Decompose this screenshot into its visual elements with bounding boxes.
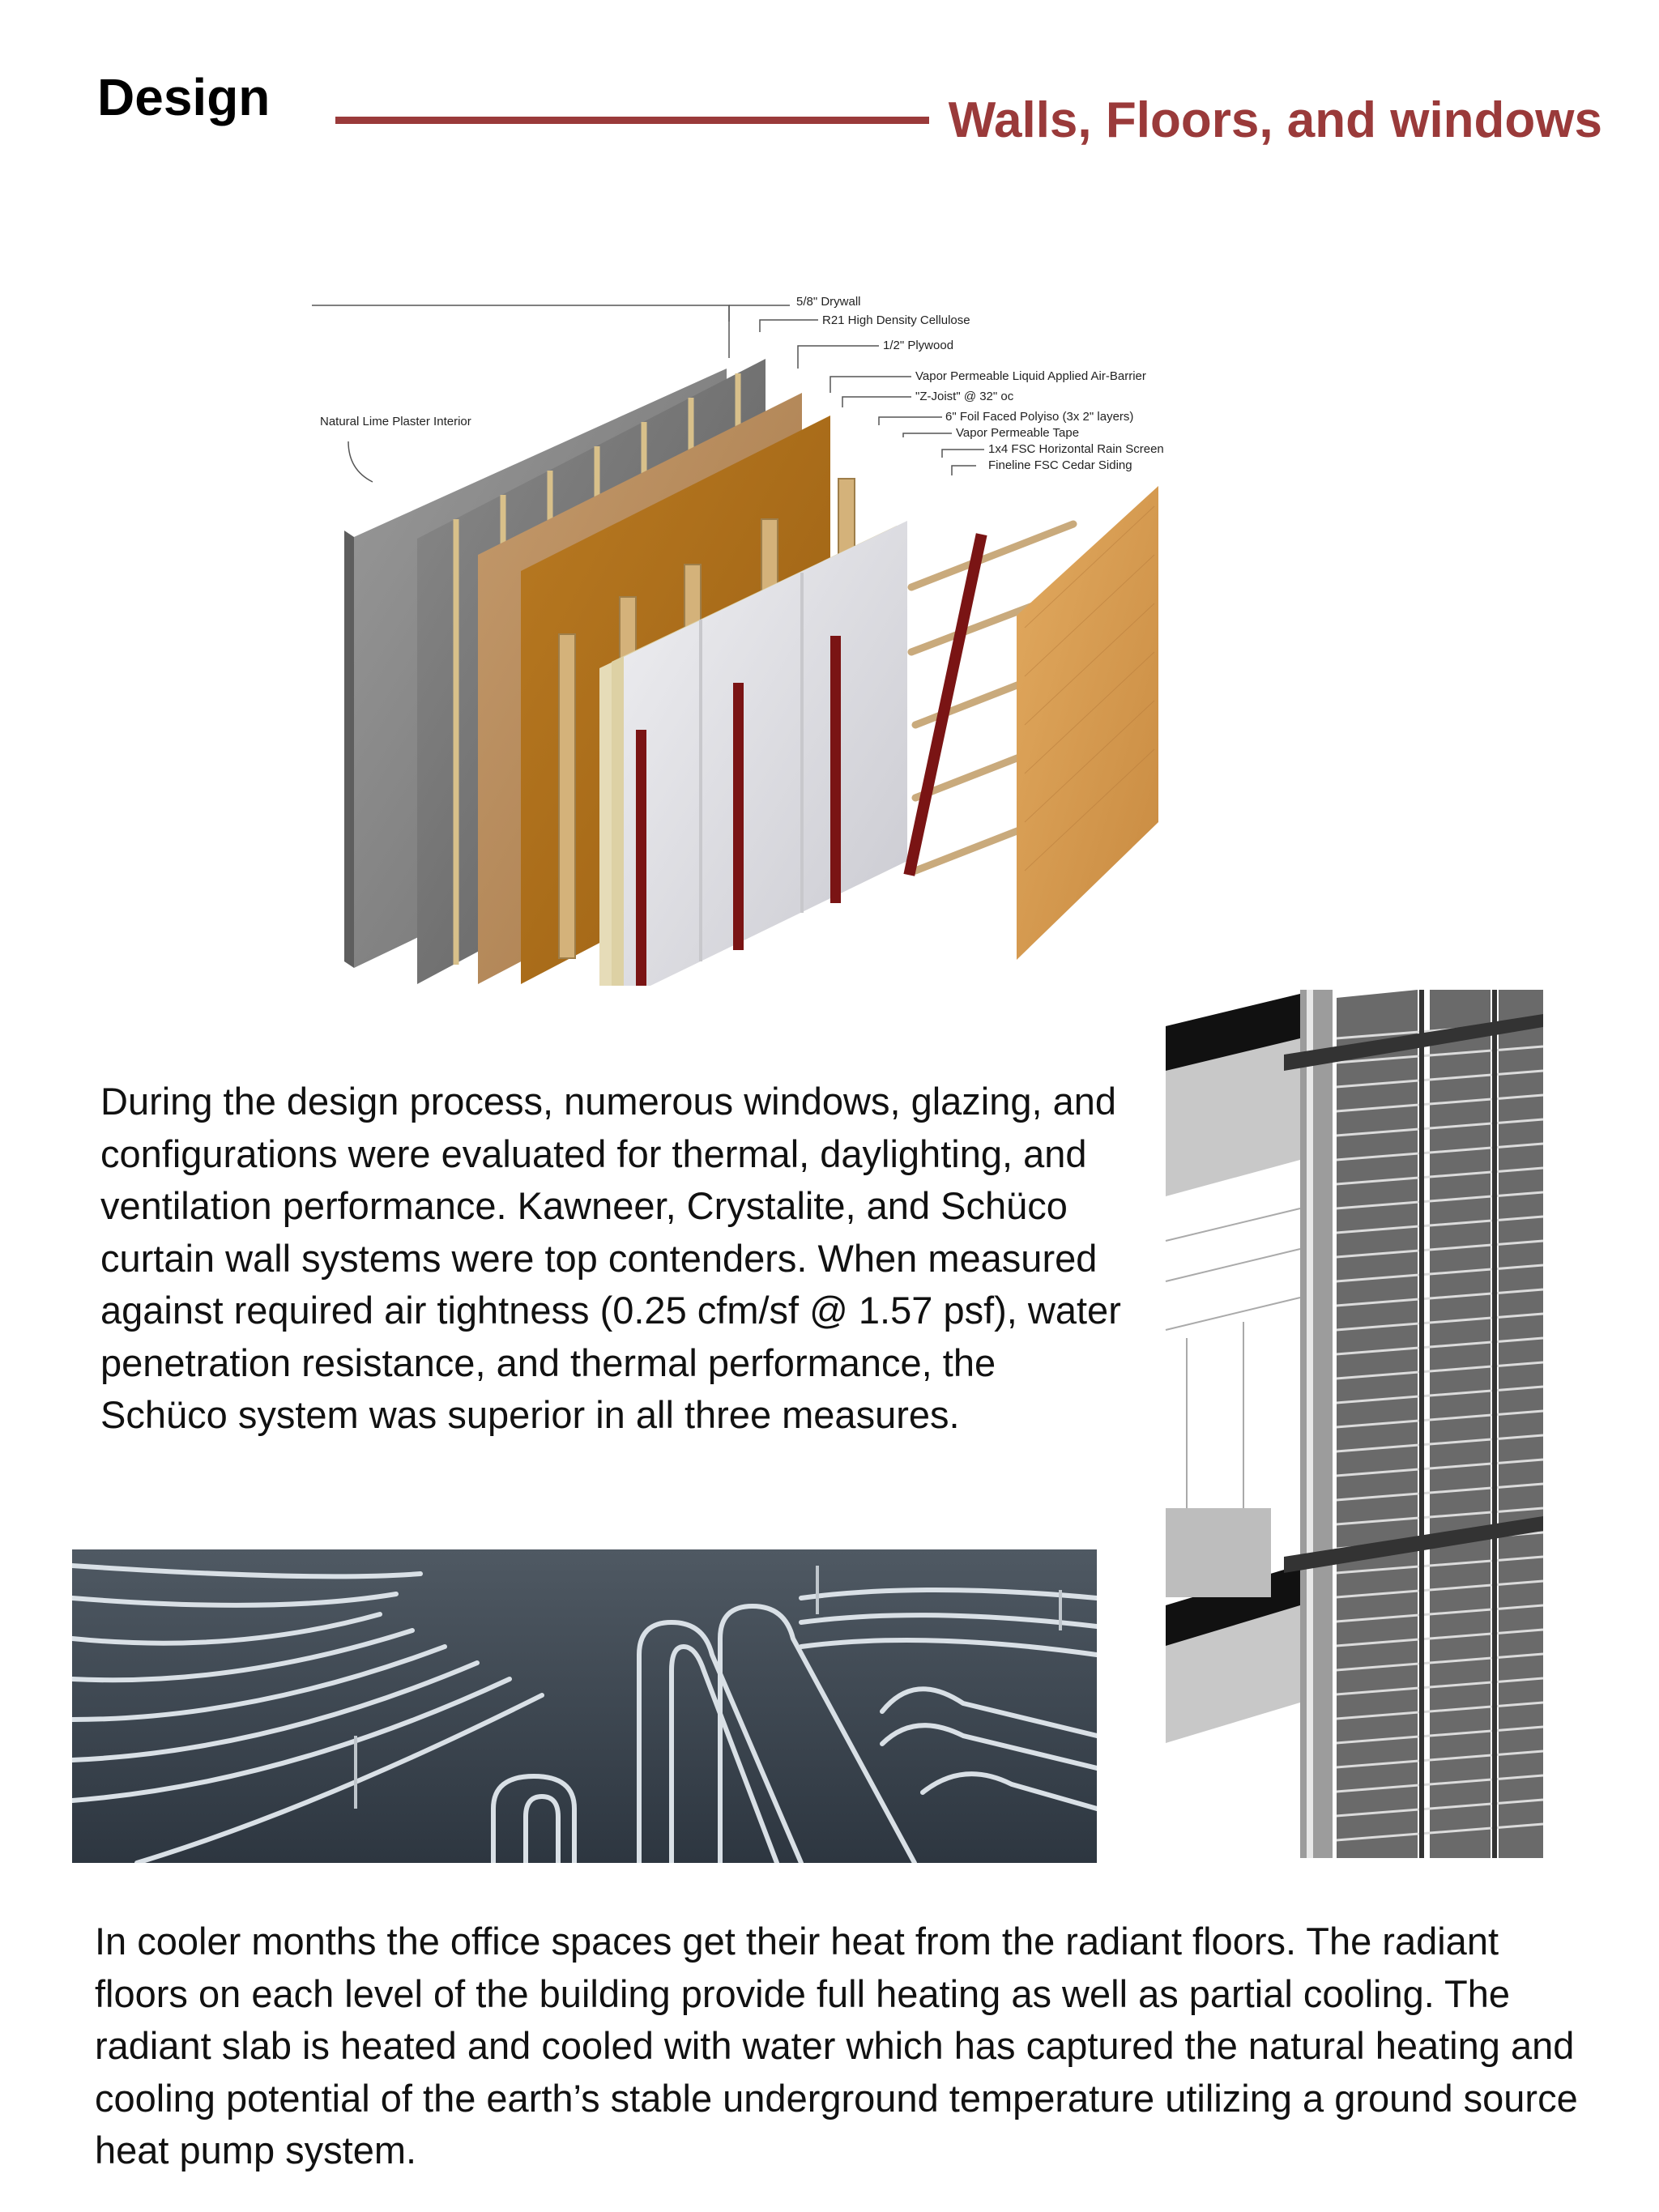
- label-cellulose: R21 High Density Cellulose: [822, 313, 970, 327]
- label-air-barrier: Vapor Permeable Liquid Applied Air-Barrier: [915, 369, 1146, 383]
- wall-assembly-diagram: [312, 288, 1414, 986]
- label-cedar-siding: Fineline FSC Cedar Siding: [988, 458, 1132, 472]
- page-title: Design: [97, 68, 271, 126]
- radiant-floor-tubing-image: [72, 1549, 1097, 1863]
- title-divider: [335, 117, 929, 124]
- label-rain-screen: 1x4 FSC Horizontal Rain Screen: [988, 442, 1164, 456]
- label-lime-plaster: Natural Lime Plaster Interior: [320, 415, 471, 428]
- section-subtitle: Walls, Floors, and windows: [948, 92, 1602, 148]
- label-z-joist: "Z-Joist" @ 32" oc: [915, 390, 1014, 403]
- radiant-floors-paragraph: In cooler months the office spaces get their heat from the radiant floors. The radiant floors on each level of the building provide full heating as well as partial cooling. The radiant slab is heated and cooled with water which has captured the natural heating and cooling potential of the earth’s stable underground temperature utilizing a ground source heat pump system.: [95, 1920, 1578, 2172]
- windows-paragraph: During the design process, numerous windows, glazing, and configurations were evaluated for thermal, daylighting, and ventilation performance. Kawneer, Crystalite, and Schüco curtain wall systems were top contenders. When measured against required air tightness (0.25 cfm/sf @ 1.57 psf), water penetration resistance, and thermal performance, the Schüco system was superior in all three measures.: [100, 1080, 1121, 1436]
- label-polyiso: 6" Foil Faced Polyiso (3x 2" layers): [945, 410, 1134, 424]
- label-vapor-tape: Vapor Permeable Tape: [956, 426, 1080, 440]
- label-drywall: 5/8" Drywall: [796, 295, 861, 309]
- curtain-wall-illustration: [1154, 990, 1559, 1858]
- label-plywood: 1/2" Plywood: [883, 339, 954, 352]
